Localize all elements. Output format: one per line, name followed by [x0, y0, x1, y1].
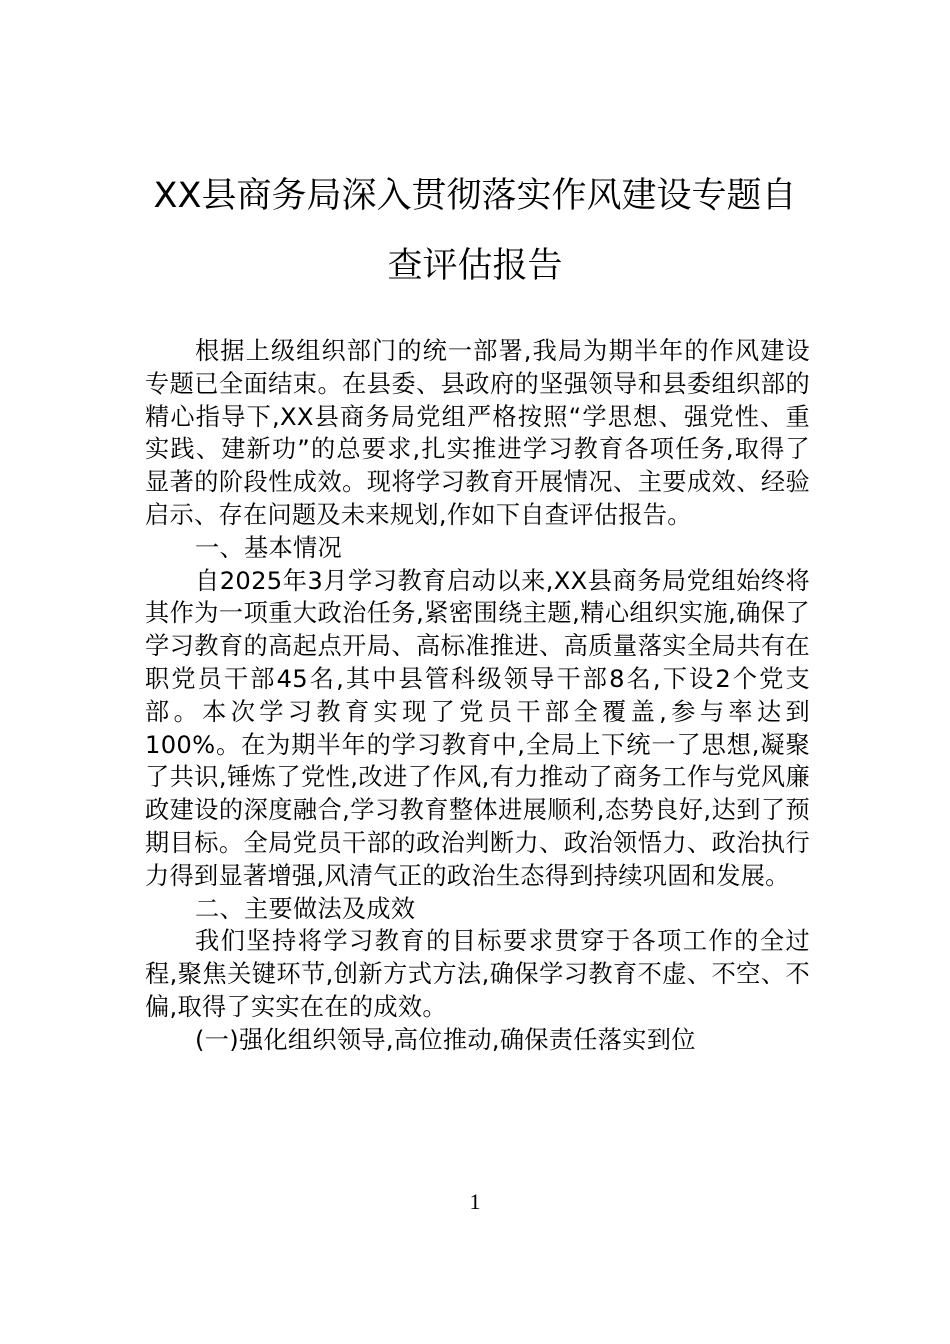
document-title-line-2: 查评估报告: [387, 246, 563, 286]
section-heading-basic-situation: 一、基本情况: [195, 533, 342, 562]
basic-situation-paragraph: 自2025年3月学习教育启动以来,XX县商务局党组始终将其作为一项重大政治任务,紧密围绕主题,精心组织实施,确保了学习教育的高起点开局、高标准推进、高质量落实全局共有在职党员干部45名,其中县管科级领导干部8名,下设2个党支部。本次学习教育实现了党员干部全覆盖,参与率达到100%。在为期半年的学习教育中,全局上下统一了思想,凝聚了共识,锤炼了党性,改进了作风,有力推动了商务工作与党风廉政建设的深度融合,学习教育整体进展顺利,态势良好,达到了预期目标。全局党员干部的政治判断力、政治领悟力、政治执行力得到显著增强,风清气正的政治生态得到持续巩固和发展。: [145, 566, 810, 890]
document-body: [145, 335, 810, 1057]
main-practices-paragraph: 我们坚持将学习教育的目标要求贯穿于各项工作的全过程,聚焦关键环节,创新方式方法,确保学习教育不虚、不空、不偏,取得了实实在在的成效。: [145, 927, 810, 1021]
document-title-line-1: XX县商务局深入贯彻落实作风建设专题自: [153, 176, 797, 216]
subsection-heading-1: (一)强化组织领导,高位推动,确保责任落实到位: [195, 1025, 696, 1054]
intro-paragraph: 根据上级组织部门的统一部署,我局为期半年的作风建设专题已全面结束。在县委、县政府的坚强领导和县委组织部的精心指导下,XX县商务局党组严格按照“学思想、强党性、重实践、建新功”的总要求,扎实推进学习教育各项任务,取得了显著的阶段性成效。现将学习教育开展情况、主要成效、经验启示、存在问题及未来规划,作如下自查评估报告。: [145, 337, 810, 529]
section-heading-main-practices: 二、主要做法及成效: [195, 894, 416, 923]
page-number: 1: [469, 1189, 481, 1214]
